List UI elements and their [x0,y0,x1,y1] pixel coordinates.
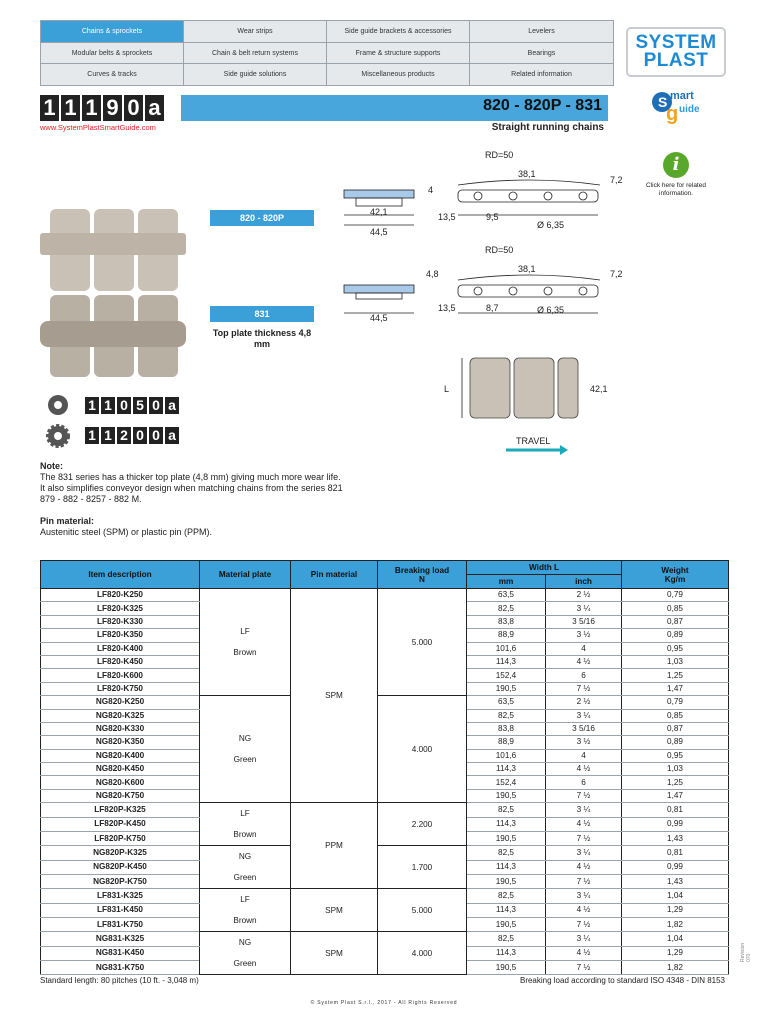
width-mm: 82,5 [467,709,546,722]
dim-width-outer-2: 44,5 [370,313,388,323]
breaking-load: 2.200 [378,803,467,846]
code-11200[interactable] [85,427,179,444]
notes [40,461,600,538]
width-inch: 7 ½ [546,831,622,845]
pin-line-1: Austenitic steel (SPM) or plastic pin (PPM). [40,527,213,537]
width-mm: 88,9 [467,629,546,642]
smart-guide-logo[interactable] [646,84,716,126]
item-description: LF820P-K325 [41,803,200,817]
logo-line2: PLAST [643,50,709,71]
weight: 0,89 [622,736,729,749]
info-link-text[interactable]: Click here for related information. [646,182,706,197]
plate-color: Green [233,873,257,883]
width-inch: 2 ½ [546,696,622,709]
code-digit: a [145,95,164,121]
width-inch: 7 ½ [546,917,622,931]
width-mm: 101,6 [467,749,546,762]
width-mm: 63,5 [467,696,546,709]
breaking-load: 5.000 [378,889,467,932]
code-digit: 0 [149,427,163,444]
weight: 0,85 [622,602,729,615]
item-description: LF831-K450 [41,903,200,917]
width-mm: 152,4 [467,669,546,682]
width-mm: 114,3 [467,860,546,874]
item-description: NG820-K600 [41,776,200,789]
code-digit: 0 [117,397,131,414]
width-inch: 4 ½ [546,655,622,668]
weight: 1,03 [622,655,729,668]
width-inch: 3 ½ [546,736,622,749]
plate-code: LF [240,627,250,637]
code-digit: 1 [82,95,101,121]
item-description: LF820-K250 [41,589,200,602]
nav-item[interactable]: Chains & sprockets [41,21,184,43]
item-description: NG831-K325 [41,932,200,946]
item-description: NG820-K750 [41,789,200,802]
item-description: LF820-K350 [41,629,200,642]
width-mm: 190,5 [467,917,546,931]
col-mm: mm [467,575,546,589]
series-label-831: 831 [210,306,314,322]
width-mm: 82,5 [467,889,546,903]
item-description: NG820P-K325 [41,846,200,860]
note-heading: Note: [40,461,63,471]
breaking-load: 5.000 [378,589,467,696]
dim-top-width: 42,1 [590,384,608,394]
weight: 1,29 [622,903,729,917]
width-mm: 88,9 [467,736,546,749]
item-description: NG820-K325 [41,709,200,722]
nav-item[interactable]: Curves & tracks [41,64,184,85]
weight: 0,79 [622,696,729,709]
width-mm: 190,5 [467,831,546,845]
width-inch: 7 ½ [546,960,622,974]
dim-l: L [444,384,450,394]
weight: 0,81 [622,803,729,817]
spec-table [40,560,729,975]
col-load [378,561,467,589]
width-inch: 7 ½ [546,789,622,802]
material-plate [200,889,291,932]
width-mm: 114,3 [467,903,546,917]
pin-material: SPM [291,932,378,975]
material-plate [200,589,291,696]
width-mm: 82,5 [467,846,546,860]
material-plate [200,803,291,846]
plate-color: Brown [233,830,257,840]
code-digit: 0 [149,397,163,414]
revision-label: Revision 070 [740,942,752,962]
plate-code: NG [238,852,252,862]
code-digit: 1 [85,397,99,414]
nav-item[interactable]: Chain & belt return systems [184,43,327,64]
note-line-2: It also simplifies conveyor design when matching chains from the series 821 [40,483,343,493]
copyright: © System Plast S.r.l., 2017 - All Rights Reserved [310,1000,458,1006]
info-icon[interactable]: i [663,152,689,178]
pin-material: PPM [291,803,378,889]
code-digit: 0 [133,427,147,444]
item-description: LF820-K400 [41,642,200,655]
dim-thick-2: 4,8 [426,269,439,279]
page-code [40,95,164,121]
dim-rd-2: RD=50 [485,245,514,255]
col-weight-unit: Kg/m [664,574,686,584]
weight: 1,04 [622,889,729,903]
weight: 0,99 [622,860,729,874]
table-row [41,889,729,903]
dim-link-1: 9,5 [486,212,499,222]
nav-item[interactable]: Miscellaneous products [327,64,470,85]
item-description: LF820-K330 [41,615,200,628]
smart-guide-word2: uide [679,104,700,115]
item-description: NG831-K750 [41,960,200,974]
width-inch: 7 ½ [546,682,622,695]
item-description: LF831-K750 [41,917,200,931]
series-label-820: 820 - 820P [210,210,314,226]
top-view-drawing [440,350,620,460]
width-inch: 4 [546,642,622,655]
width-inch: 3 5/16 [546,722,622,735]
item-description: NG820-K400 [41,749,200,762]
width-inch: 3 ¼ [546,602,622,615]
plate-code: LF [240,809,250,819]
item-description: LF820-K600 [41,669,200,682]
pin-material: SPM [291,589,378,803]
col-item: Item description [41,561,200,589]
nav-item[interactable]: Side guide solutions [184,64,327,85]
item-description: LF820P-K450 [41,817,200,831]
width-inch: 3 ¼ [546,889,622,903]
breaking-load: 1.700 [378,846,467,889]
plate-color: Brown [233,916,257,926]
code-digit: 1 [40,95,59,121]
table-row [41,932,729,946]
table-row [41,696,729,709]
width-mm: 63,5 [467,589,546,602]
material-plate [200,846,291,889]
pin-material: SPM [291,889,378,932]
note-line-1: The 831 series has a thicker top plate (4,8 mm) giving much more wear life. [40,472,341,482]
subtitle: Straight running chains [491,122,604,133]
item-description: LF820P-K750 [41,831,200,845]
width-inch: 4 ½ [546,903,622,917]
dim-link-2: 8,7 [486,303,499,313]
weight: 1,04 [622,932,729,946]
width-mm: 82,5 [467,803,546,817]
nav-item[interactable]: Bearings [470,43,613,64]
item-description: LF820-K750 [41,682,200,695]
code-digit: a [165,397,179,414]
width-mm: 114,3 [467,946,546,960]
width-mm: 101,6 [467,642,546,655]
travel-label: TRAVEL [516,436,551,446]
dim-width-outer-1: 44,5 [370,227,388,237]
code-digit: 1 [101,427,115,444]
dim-height-2: 13,5 [438,303,456,313]
nav-item[interactable]: Levelers [470,21,613,43]
website-link[interactable]: www.SystemPlastSmartGuide.com [40,123,156,132]
col-width: Width L [467,561,622,575]
spec-table-body [41,589,729,975]
item-description: LF820-K325 [41,602,200,615]
weight: 0,81 [622,846,729,860]
chain-photo [40,205,186,385]
width-mm: 190,5 [467,874,546,888]
width-mm: 82,5 [467,602,546,615]
width-inch: 4 [546,749,622,762]
code-digit: 1 [85,427,99,444]
table-row [41,589,729,602]
material-plate [200,696,291,803]
nav-item[interactable]: Side guide brackets & accessories [327,21,470,43]
dim-pin-1: Ø 6,35 [537,220,565,230]
weight: 1,82 [622,917,729,931]
smart-guide-g: g [666,103,679,125]
width-mm: 82,5 [467,932,546,946]
weight: 1,29 [622,946,729,960]
smart-guide-s: S [658,94,668,110]
travel-arrow-icon [560,445,568,455]
code-digit: 1 [61,95,80,121]
plate-color: Green [233,755,257,765]
width-mm: 152,4 [467,776,546,789]
dim-gap-2: 7,2 [610,269,623,279]
weight: 1,25 [622,669,729,682]
dim-pitch-1: 38,1 [518,169,536,179]
width-inch: 4 ½ [546,763,622,776]
width-mm: 114,3 [467,817,546,831]
logo-line1: SYSTEM [635,32,717,53]
plate-code: NG [238,734,252,744]
code-11050[interactable] [85,397,179,414]
category-nav-grid [40,20,614,86]
width-inch: 3 ¼ [546,932,622,946]
breaking-load-standard-note: Breaking load according to standard ISO 4348 - DIN 8153 [519,976,725,985]
width-inch: 3 ¼ [546,709,622,722]
weight: 0,87 [622,615,729,628]
width-inch: 3 5/16 [546,615,622,628]
item-description: NG820-K330 [41,722,200,735]
weight: 1,82 [622,960,729,974]
top-plate-note: Top plate thickness 4,8 mm [212,328,312,349]
width-mm: 190,5 [467,960,546,974]
dim-pitch-2: 38,1 [518,264,536,274]
nav-item[interactable]: Modular belts & sprockets [41,43,184,64]
item-description: NG820-K450 [41,763,200,776]
width-mm: 114,3 [467,763,546,776]
dim-height-1: 13,5 [438,212,456,222]
weight: 1,25 [622,776,729,789]
standard-length-note: Standard length: 80 pitches (10 ft. - 3,048 m) [40,976,199,985]
plate-code: LF [240,895,250,905]
plate-color: Brown [233,648,257,658]
plate-color: Green [233,959,257,969]
code-digit: 9 [103,95,122,121]
item-description: LF820-K450 [41,655,200,668]
item-description: NG820-K350 [41,736,200,749]
col-pin: Pin material [291,561,378,589]
nav-item[interactable]: Wear strips [184,21,327,43]
width-inch: 3 ¼ [546,803,622,817]
series-title: 820 - 820P - 831 [483,97,602,114]
nav-item[interactable]: Related information [470,64,613,85]
width-inch: 3 ¼ [546,846,622,860]
weight: 1,47 [622,789,729,802]
width-inch: 3 ½ [546,629,622,642]
nav-item[interactable]: Frame & structure supports [327,43,470,64]
weight: 1,03 [622,763,729,776]
dim-pin-2: Ø 6,35 [537,305,565,315]
weight: 1,47 [622,682,729,695]
col-weight-label: Weight [661,565,689,575]
plate-code: NG [238,938,252,948]
weight: 0,95 [622,642,729,655]
weight: 0,95 [622,749,729,762]
width-inch: 6 [546,776,622,789]
width-mm: 190,5 [467,682,546,695]
table-row [41,846,729,860]
item-description: NG820P-K750 [41,874,200,888]
idler-wheel-icon[interactable] [44,393,74,417]
width-inch: 6 [546,669,622,682]
dim-gap-1: 7,2 [610,175,623,185]
width-inch: 4 ½ [546,946,622,960]
item-description: NG820-K250 [41,696,200,709]
width-mm: 83,8 [467,722,546,735]
col-inch: inch [546,575,622,589]
weight: 1,43 [622,831,729,845]
weight: 0,79 [622,589,729,602]
weight: 0,99 [622,817,729,831]
code-digit: 0 [124,95,143,121]
item-description: NG820P-K450 [41,860,200,874]
dim-rd-1: RD=50 [485,150,514,160]
col-plate: Material plate [200,561,291,589]
width-inch: 7 ½ [546,874,622,888]
dim-thick-1: 4 [428,185,434,195]
technical-drawing [330,145,630,325]
breaking-load: 4.000 [378,696,467,803]
dim-width-inner-1: 42,1 [370,207,388,217]
system-plast-logo[interactable] [626,27,726,77]
weight: 0,85 [622,709,729,722]
col-weight [622,561,729,589]
width-mm: 83,8 [467,615,546,628]
material-plate [200,932,291,975]
width-mm: 190,5 [467,789,546,802]
code-digit: a [165,427,179,444]
col-load-unit: N [419,574,425,584]
code-digit: 2 [117,427,131,444]
col-load-label: Breaking load [394,565,450,575]
weight: 0,89 [622,629,729,642]
code-digit: 5 [133,397,147,414]
breaking-load: 4.000 [378,932,467,975]
item-description: NG831-K450 [41,946,200,960]
width-mm: 114,3 [467,655,546,668]
sprocket-icon[interactable] [44,423,74,449]
width-inch: 4 ½ [546,817,622,831]
width-inch: 4 ½ [546,860,622,874]
smart-guide-word1: mart [670,90,694,102]
pin-heading: Pin material: [40,516,95,526]
note-line-3: 879 - 882 - 8257 - 882 M. [40,494,142,504]
table-row [41,803,729,817]
item-description: LF831-K325 [41,889,200,903]
weight: 1,43 [622,874,729,888]
weight: 0,87 [622,722,729,735]
width-inch: 2 ½ [546,589,622,602]
code-digit: 1 [101,397,115,414]
